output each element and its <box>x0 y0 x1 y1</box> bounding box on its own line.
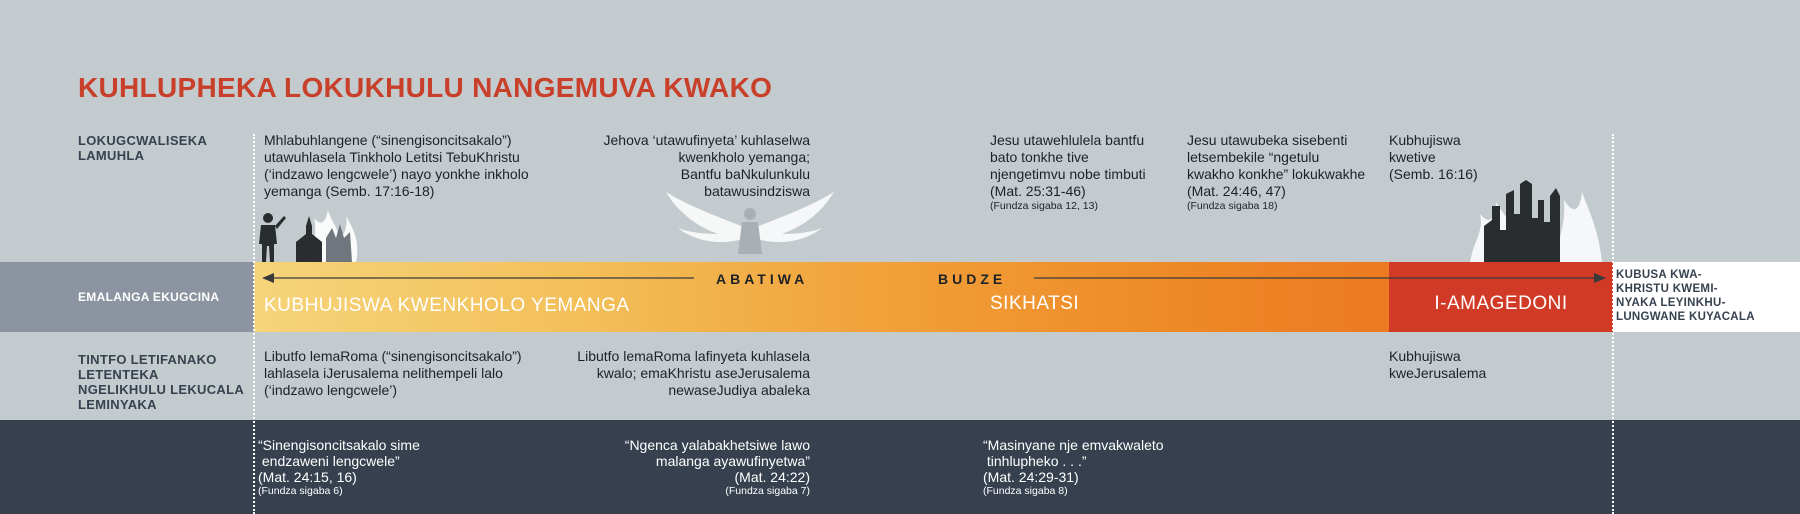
arrow-label-length: BUDZE <box>938 271 1007 287</box>
row-label-current: LOKUGCWALISEKA LAMUHLA <box>78 133 208 163</box>
soldier-church-illustration <box>256 198 366 262</box>
quote-days-cut-short <box>560 437 810 498</box>
angel-illustration <box>662 188 838 258</box>
quote-text: “Masinyane nje emvakwaleto tinhlupheko . . .” (Mat. 24:29-31) <box>983 437 1164 485</box>
event-text: Jesu utawubeka sisebenti letsembekile “ngetulu kwakho konkhe” lokukwakhe (Mat. 24:46, 47) <box>1187 132 1366 199</box>
quote-note: (Fundza sigaba 6) <box>258 485 343 497</box>
first-century-cut-short: Libutfo lemaRoma lafinyeta kuhlasela kwalo; emaKhristu aseJerusalema newaseJudiya abaleka <box>577 348 810 398</box>
phase-label-period: SIKHATSI <box>990 293 1080 314</box>
band-label-area <box>0 262 254 332</box>
event-text: Jehova ‘utawufinyeta’ kuhlaselwa kwenkholo yemanga; Bantfu baNkulunkulu batawusindziswa <box>603 132 810 199</box>
page-title: KUHLUPHEKA LOKUKHULU NANGEMUVA KWAKO <box>78 72 773 103</box>
arrow-left-head-icon <box>262 273 274 283</box>
event-attack-religion <box>264 132 529 200</box>
event-text: Mhlabuhlangene (“sinengisoncitsakalo”) utawuhlasela Tinkholo Letitsi TebuKhristu (‘indzawo lengcwele’) nayo yonkhe inkholo yemanga (Semb. 17:16-18) <box>264 132 529 199</box>
quote-text: “Sinengisoncitsakalo sime endzaweni lengcwele” (Mat. 24:15, 16) <box>258 437 420 485</box>
soldier-icon <box>259 213 286 262</box>
phase-label-armageddon: I-AMAGEDONI <box>1434 293 1568 314</box>
angel-figure-icon <box>738 208 762 254</box>
quote-note: (Fundza sigaba 8) <box>983 485 1068 497</box>
row-label-band: EMALANGA EKUGCINA <box>78 290 220 304</box>
city-burning-illustration <box>1470 170 1602 262</box>
arrow-label-unknown: ABATIWA <box>716 271 809 287</box>
quote-immediately-after <box>983 437 1164 498</box>
event-text: Jesu utawehlulela bantfu bato tonkhe tive njengetimvu nobe timbuti (Mat. 25:31-46) <box>990 132 1146 199</box>
quote-text: “Ngenca yalabakhetsiwe lawo malanga ayawufinyetwa” (Mat. 24:22) <box>624 437 810 485</box>
first-century-jerusalem-destroyed: Kubhujiswa kweJerusalema <box>1389 348 1487 381</box>
millennium-label: KUBUSA KWA- KHRISTU KWEMI- NYAKA LEYINKHU- LUNGWANE KUYACALA <box>1616 269 1755 323</box>
arrow-right-head-icon <box>1594 273 1606 283</box>
city-skyline-icon <box>1484 180 1560 262</box>
timeline-start-marker <box>253 134 255 514</box>
duration-arrow <box>262 270 1612 290</box>
first-century-attack: Libutfo lemaRoma (“sinengisoncitsakalo”) lahlasela iJerusalema nelithempeli lalo (‘indzawo lengcwele’) <box>264 348 522 398</box>
event-faithful-slave <box>1187 132 1365 213</box>
event-judgment <box>990 132 1146 213</box>
phase-label-false-religion: KUBHUJISWA KWENKHOLO YEMANGA <box>264 295 630 316</box>
event-text: Kubhujiswa kwetive (Semb. 16:16) <box>1389 132 1478 182</box>
event-nations-destroyed <box>1389 132 1478 183</box>
event-note: (Fundza sigaba 18) <box>1187 200 1278 212</box>
band-millennium <box>1613 262 1800 332</box>
timeline-end-marker <box>1612 134 1614 514</box>
quote-note: (Fundza sigaba 7) <box>725 485 810 497</box>
event-note: (Fundza sigaba 12, 13) <box>990 200 1098 212</box>
row-label-first-century: TINTFO LETIFANAKO LETENTEKA NGELIKHULU LEKUCALA LEMINYAKA <box>78 352 245 412</box>
quote-disgusting-thing <box>258 437 420 498</box>
